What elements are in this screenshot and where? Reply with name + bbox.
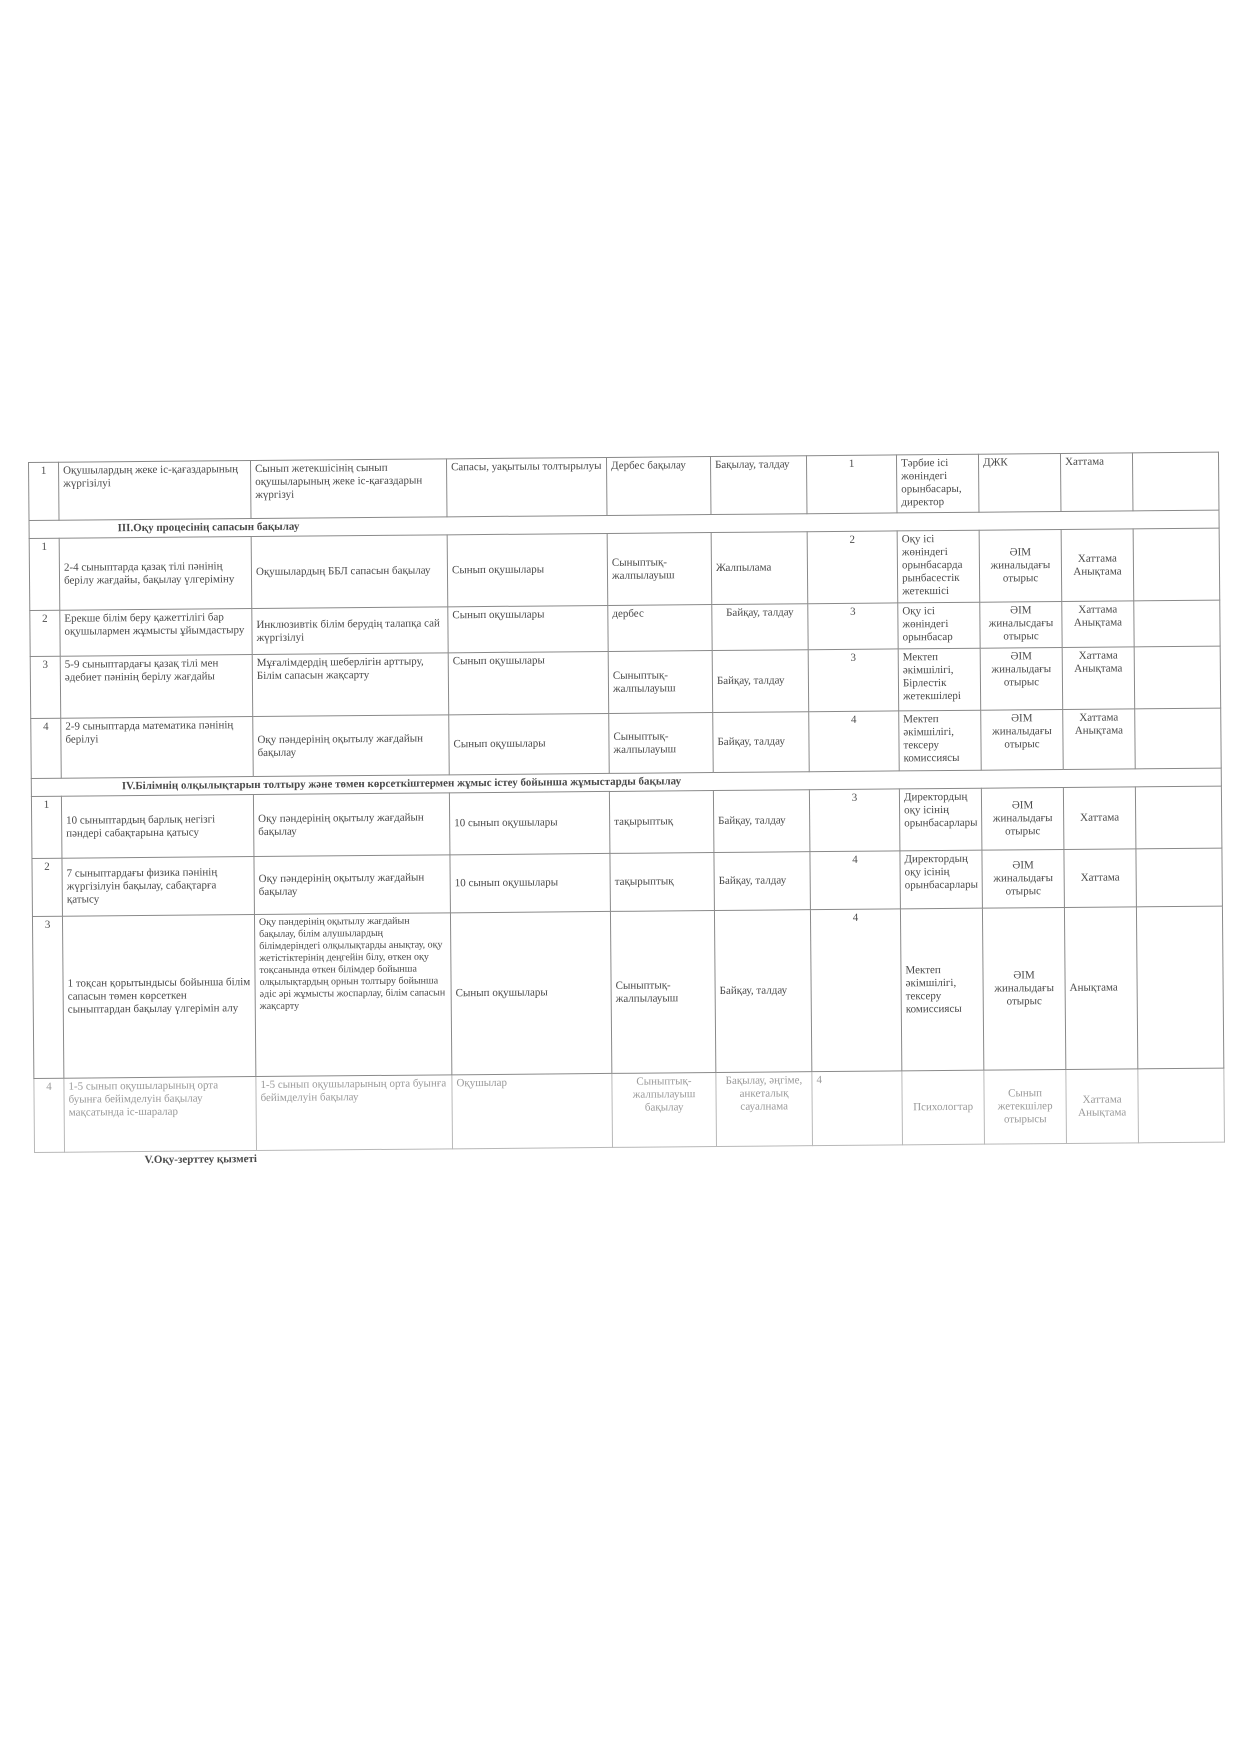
section-title: V.Оқу-зерттеу қызметі	[144, 1153, 257, 1167]
place-cell: ӘІМ жиналыдағы отырыс	[980, 647, 1063, 710]
result-cell: Хаттама Анықтама	[1061, 529, 1134, 602]
row-number: 1	[29, 538, 60, 610]
event-cell: 1 тоқсан қорытындысы бойынша білім сапасын төмен көрсеткен сыныптардан бақылау үлгерімін алу	[62, 915, 255, 1079]
responsible-cell: Мектеп әкімшілігі, тексеру комиссиясы	[900, 908, 983, 1071]
type-cell: тақырыптық	[610, 853, 715, 912]
term-cell: 3	[808, 603, 898, 650]
event-cell: 2-4 сыныптарда қазақ тілі пәнінің берілу жағдайы, бақылау үлгеріміну	[59, 537, 252, 611]
place-cell: ӘІМ жиналыдағы отырыс	[981, 709, 1064, 770]
row-number: 4	[34, 1078, 65, 1152]
empty-cell	[1133, 528, 1220, 601]
place-cell: ӘІМ жиналыдағы отырыс	[981, 787, 1064, 850]
result-cell: Анықтама	[1064, 907, 1137, 1070]
table-row	[34, 1068, 1225, 1152]
empty-cell	[1138, 1068, 1225, 1143]
empty-cell	[1134, 600, 1220, 647]
method-cell: Байқау, талдау	[714, 910, 811, 1073]
type-cell: Сыныптық-жалпылауыш бақылау	[612, 1073, 717, 1148]
goal-cell: Оқу пәндерінің оқытылу жағдайын бақылау	[253, 715, 450, 777]
term-cell: 3	[808, 649, 899, 712]
place-cell: ДЖК	[978, 453, 1061, 512]
section-title: ІІІ.Оқу процесінің сапасын бақылау	[29, 510, 1219, 538]
event-cell: 1-5 сынып оқушыларының орта буынға бейімделуін бақылау мақсатында іс-шаралар	[64, 1077, 257, 1153]
table-row	[32, 848, 1222, 916]
responsible-cell: Оқу ісі жөніндегі орынбасар	[898, 602, 980, 649]
object-cell: Сапасы, уақытылы толтырылуы	[446, 457, 607, 516]
row-number: 4	[31, 718, 62, 778]
type-cell: Сыныптық-жалпылауыш	[607, 533, 712, 606]
row-number: 2	[32, 858, 63, 916]
goal-cell: Оқу пәндерінің оқытылу жағдайын бақылау, білім алушылардың білімдеріндегі олқылықтарды анықтау, оқу жетістіктерінің деңгейін білу, өткен оқу тоқсанында өткен білімдер бойынша олқылықтардың орнын толтыру бойынша әдіс әрі жұмысты жоспарлау, білім сапасын жақсарту	[254, 913, 451, 1077]
section-title: ІV.Білімнің олқылықтарын толтыру және төмен көрсеткіштермен жұмыс істеу бойынша жұмыстарды бақылау	[31, 768, 1221, 796]
event-cell: 7 сыныптардағы физика пәнінің жүргізілуін бақылау, сабақтарға қатысу	[62, 857, 254, 917]
goal-cell: Инклюзивтік білім берудің талапқа сай жүргізілуі	[252, 607, 448, 655]
method-cell: Жалпылама	[711, 532, 808, 605]
responsible-cell: Директордың оқу ісінің орынбасарлары	[900, 850, 983, 909]
method-cell: Байқау, талдау	[712, 650, 809, 713]
empty-cell	[1135, 786, 1222, 849]
row-number: 3	[30, 656, 61, 718]
empty-cell	[1136, 848, 1223, 907]
goal-cell: Оқушылардың ББЛ сапасын бақылау	[251, 535, 448, 609]
method-cell: Байқау, талдау	[713, 712, 810, 773]
term-cell: 4	[810, 909, 901, 1072]
result-cell: Хаттама	[1063, 787, 1136, 850]
type-cell: Дербес бақылау	[606, 457, 711, 516]
responsible-cell: Тәрбие ісі жөніндегі орынбасары, директор	[896, 454, 979, 513]
responsible-cell: Оқу ісі жөніндегі орынбасарда рынбасестік жетекшісі	[897, 530, 980, 603]
control-plan-table	[28, 452, 1225, 1171]
type-cell: Сыныптық-жалпылауыш	[610, 911, 715, 1074]
table-row	[29, 452, 1219, 520]
term-cell: 4	[812, 1071, 903, 1146]
term-cell: 1	[806, 455, 897, 514]
row-number: 1	[31, 796, 62, 858]
empty-cell	[1135, 708, 1222, 769]
object-cell: Сынып оқушылары	[450, 911, 611, 1074]
result-cell: Хаттама	[1064, 849, 1137, 908]
type-cell: дербес	[608, 605, 712, 652]
row-number: 3	[32, 916, 63, 1078]
table-row	[31, 786, 1221, 858]
method-cell: Байқау, талдау	[713, 790, 810, 853]
empty-cell	[1132, 452, 1219, 511]
object-cell: Оқушылар	[452, 1073, 613, 1148]
place-cell: ӘІМ жиналыдағы отырыс	[982, 907, 1065, 1070]
result-cell: Хаттама Анықтама	[1062, 647, 1135, 710]
goal-cell: Мұғалімдердің шеберлігін арттыру, Білім сапасын жақсарту	[252, 653, 449, 717]
event-cell: Оқушылардың жеке іс-қағаздарының жүргізілуі	[59, 461, 251, 521]
result-cell: Хаттама Анықтама	[1063, 709, 1136, 770]
event-cell: 5-9 сыныптардағы қазақ тілі мен әдебиет пәнінің берілу жағдайы	[60, 655, 253, 719]
result-cell: Хаттама Анықтама	[1066, 1069, 1139, 1144]
goal-cell: 1-5 сынып оқушыларының орта буынға бейімделуін бақылау	[256, 1075, 453, 1151]
place-cell: ӘІМ жиналыдағы отырыс	[982, 849, 1065, 908]
object-cell: 10 сынып оқушылары	[449, 791, 610, 854]
empty-cell	[1134, 646, 1221, 709]
event-cell: 10 сыныптардың барлық негізгі пәндері сабақтарына қатысу	[61, 795, 254, 859]
table-row	[29, 528, 1220, 610]
empty-cell	[1136, 906, 1223, 1069]
responsible-cell: Мектеп әкімшілігі, тексеру комиссиясы	[899, 710, 982, 771]
type-cell: Сыныптық-жалпылауыш	[609, 713, 714, 774]
type-cell: Сыныптық-жалпылауыш	[608, 651, 713, 714]
object-cell: Сынып оқушылары	[447, 533, 608, 606]
term-cell: 4	[809, 711, 900, 772]
object-cell: Сынып оқушылары	[448, 605, 608, 652]
row-number: 1	[29, 462, 60, 520]
term-cell: 2	[807, 531, 898, 604]
object-cell: Сынып оқушылары	[448, 651, 609, 714]
place-cell: ӘІМ жиналысдағы отырыс	[980, 601, 1062, 648]
term-cell: 3	[809, 789, 900, 852]
table-row	[31, 708, 1221, 778]
responsible-cell: Директордың оқу ісінің орынбасарлары	[899, 788, 982, 851]
method-cell: Байқау, талдау	[712, 604, 808, 651]
goal-cell: Оқу пәндерінің оқытылу жағдайын бақылау	[254, 855, 450, 915]
term-cell: 4	[810, 851, 901, 910]
result-cell: Хаттама	[1060, 453, 1133, 512]
place-cell: ӘІМ жиналыдағы отырыс	[979, 529, 1062, 602]
event-cell: 2-9 сыныптарда математика пәнінің берілуі	[61, 717, 254, 779]
responsible-cell: Психологтар	[902, 1070, 985, 1145]
method-cell: Бақылау, әңгіме, анкеталық сауалнама	[716, 1072, 813, 1147]
responsible-cell: Мектеп әкімшілігі, Бірлестік жетекшілері	[898, 648, 981, 711]
row-number: 2	[30, 610, 60, 656]
result-cell: Хаттама Анықтама	[1062, 601, 1134, 648]
type-cell: тақырыптық	[609, 791, 714, 854]
object-cell: 10 сынып оқушылары	[450, 853, 611, 912]
table-row	[32, 906, 1223, 1078]
place-cell: Сынып жетекшілер отырысы	[984, 1069, 1067, 1144]
table-row	[30, 646, 1220, 718]
event-cell: Ерекше білім беру қажеттілігі бар оқушылармен жұмысты ұйымдастыру	[60, 609, 252, 657]
scanned-page-table-area	[28, 452, 1225, 1222]
goal-cell: Оқу пәндерінің оқытылу жағдайын бақылау	[253, 793, 450, 857]
object-cell: Сынып оқушылары	[449, 713, 610, 774]
goal-cell: Сынып жетекшісінің сынып оқушыларының жеке іс-қағаздарын жүргізуі	[250, 459, 446, 519]
method-cell: Байқау, талдау	[714, 852, 811, 911]
method-cell: Бақылау, талдау	[710, 456, 807, 515]
